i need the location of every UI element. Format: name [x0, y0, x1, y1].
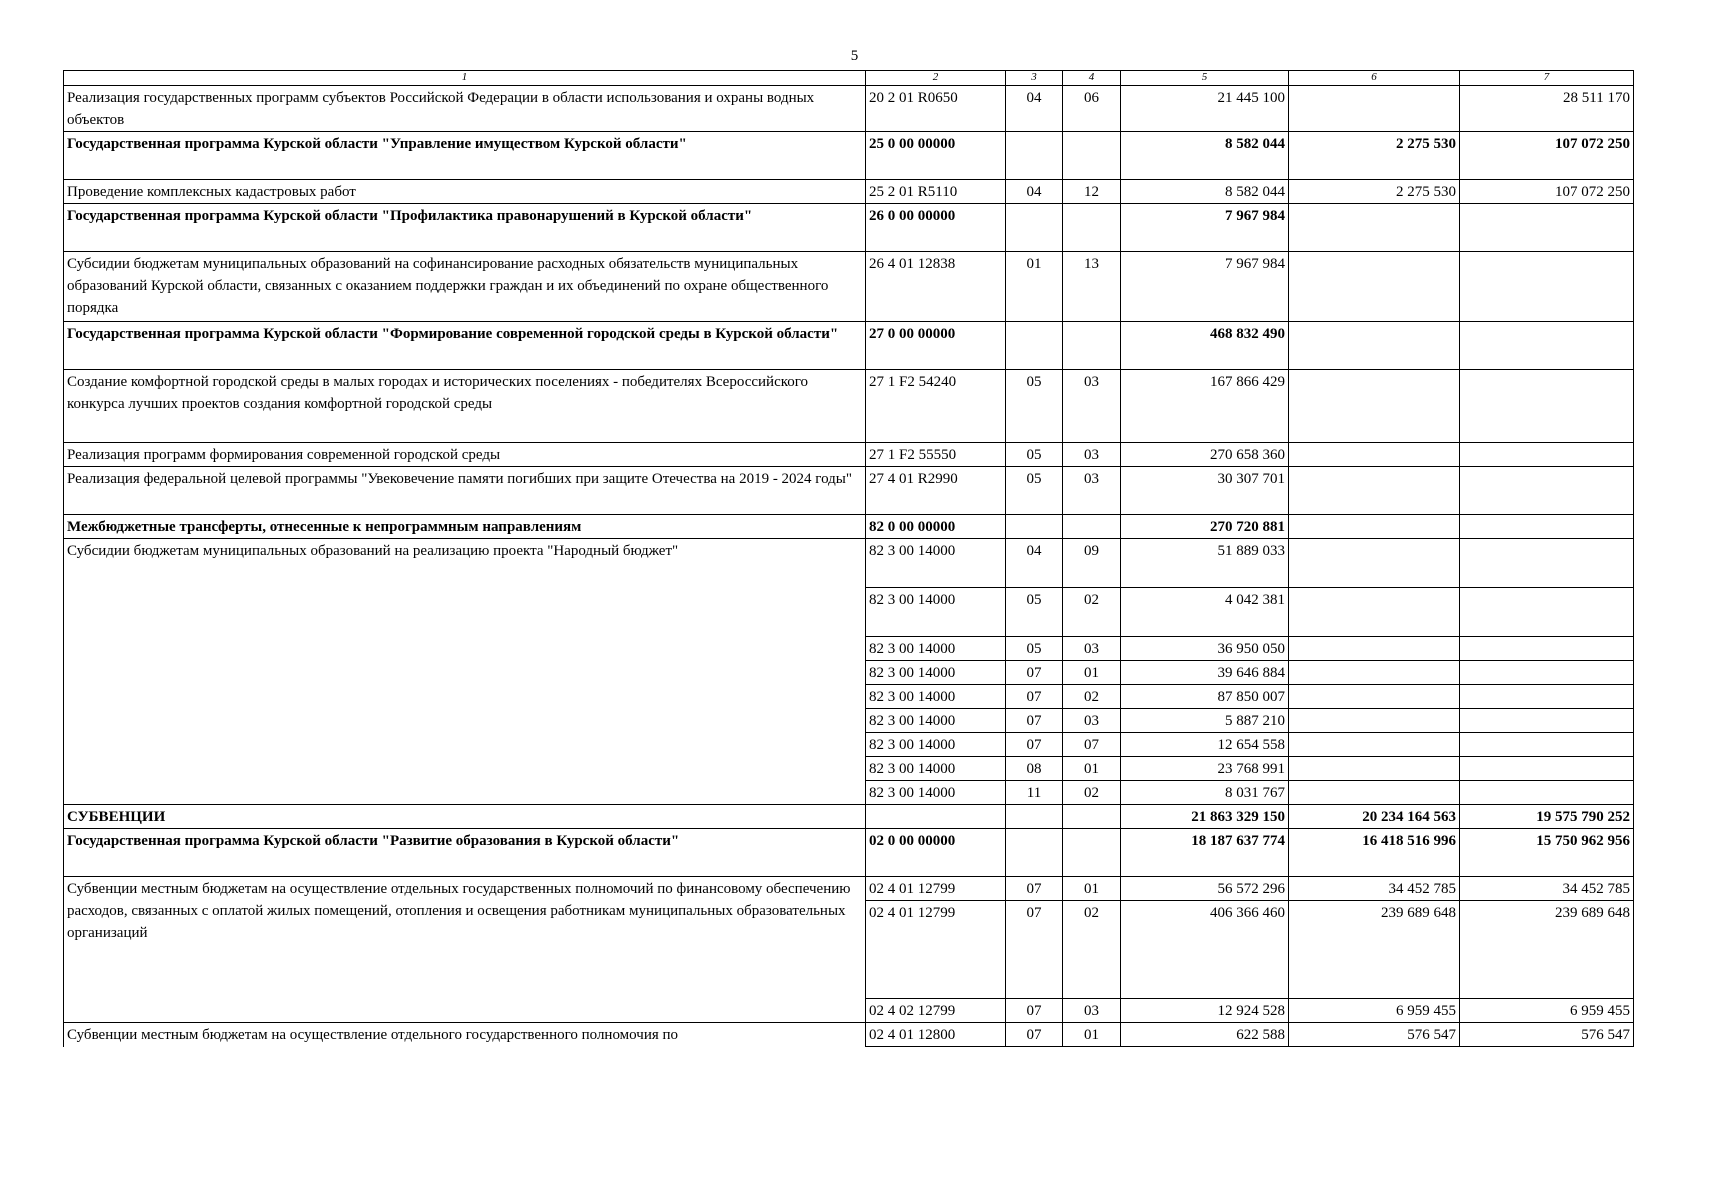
- row-amount-7: [1460, 588, 1634, 637]
- row-amount-5: 270 720 881: [1121, 515, 1289, 539]
- row-amount-6: 34 452 785: [1289, 877, 1460, 901]
- row-subsection: 01: [1063, 877, 1121, 901]
- row-code: 02 0 00 00000: [866, 829, 1006, 877]
- column-number: 2: [866, 71, 1006, 86]
- row-amount-6: 239 689 648: [1289, 901, 1460, 999]
- row-subsection: 01: [1063, 1023, 1121, 1047]
- row-amount-6: [1289, 539, 1460, 588]
- page-number: 5: [850, 48, 859, 64]
- row-description: Государственная программа Курской области "Формирование современной городской среды в Курской области": [64, 322, 866, 370]
- row-amount-7: 15 750 962 956: [1460, 829, 1634, 877]
- row-amount-5: 468 832 490: [1121, 322, 1289, 370]
- row-subsection: 01: [1063, 661, 1121, 685]
- row-amount-5: 39 646 884: [1121, 661, 1289, 685]
- column-number: 6: [1289, 71, 1460, 86]
- table-row: [64, 829, 1634, 877]
- row-section: 07: [1006, 1023, 1063, 1047]
- row-code: 02 4 01 12799: [866, 877, 1006, 901]
- row-subsection: [1063, 515, 1121, 539]
- row-amount-6: [1289, 685, 1460, 709]
- row-amount-5: 5 887 210: [1121, 709, 1289, 733]
- row-amount-6: [1289, 661, 1460, 685]
- table-row: [64, 877, 1634, 901]
- row-section: 08: [1006, 757, 1063, 781]
- row-amount-5: 56 572 296: [1121, 877, 1289, 901]
- row-description: Реализация федеральной целевой программы "Увековечение памяти погибших при защите Отечества на 2019 - 2024 годы": [64, 467, 866, 515]
- row-amount-6: [1289, 515, 1460, 539]
- column-number: 5: [1121, 71, 1289, 86]
- row-description: Межбюджетные трансферты, отнесенные к непрограммным направлениям: [64, 515, 866, 539]
- row-description: Государственная программа Курской области "Профилактика правонарушений в Курской области": [64, 204, 866, 252]
- row-amount-7: 576 547: [1460, 1023, 1634, 1047]
- table-row: [64, 515, 1634, 539]
- row-amount-6: [1289, 252, 1460, 322]
- row-amount-5: 167 866 429: [1121, 370, 1289, 443]
- row-amount-5: 21 445 100: [1121, 86, 1289, 132]
- row-amount-7: [1460, 709, 1634, 733]
- row-code: 25 0 00 00000: [866, 132, 1006, 180]
- column-number-header: [64, 71, 1634, 86]
- row-subsection: 09: [1063, 539, 1121, 588]
- row-subsection: [1063, 204, 1121, 252]
- row-amount-7: 239 689 648: [1460, 901, 1634, 999]
- row-amount-7: [1460, 370, 1634, 443]
- row-amount-7: 19 575 790 252: [1460, 805, 1634, 829]
- row-description: Субсидии бюджетам муниципальных образований на софинансирование расходных обязательств муниципальных образований Курской области, связанных с оказанием поддержки граждан и их объединений по охране общественного порядка: [64, 252, 866, 322]
- row-amount-5: 4 042 381: [1121, 588, 1289, 637]
- row-code: 82 3 00 14000: [866, 637, 1006, 661]
- row-amount-6: [1289, 204, 1460, 252]
- row-amount-7: [1460, 204, 1634, 252]
- row-code: 20 2 01 R0650: [866, 86, 1006, 132]
- row-amount-6: [1289, 370, 1460, 443]
- row-amount-5: 622 588: [1121, 1023, 1289, 1047]
- row-code: 02 4 01 12799: [866, 901, 1006, 999]
- row-amount-5: 7 967 984: [1121, 252, 1289, 322]
- row-amount-6: [1289, 709, 1460, 733]
- table-row: [64, 467, 1634, 515]
- row-section: [1006, 805, 1063, 829]
- row-amount-5: 36 950 050: [1121, 637, 1289, 661]
- table-row: [64, 132, 1634, 180]
- table-row: [64, 1023, 1634, 1047]
- row-subsection: 02: [1063, 901, 1121, 999]
- row-amount-6: 576 547: [1289, 1023, 1460, 1047]
- row-amount-7: [1460, 733, 1634, 757]
- row-section: 05: [1006, 370, 1063, 443]
- row-amount-7: [1460, 539, 1634, 588]
- row-amount-6: 6 959 455: [1289, 999, 1460, 1023]
- row-amount-5: 30 307 701: [1121, 467, 1289, 515]
- row-subsection: 03: [1063, 637, 1121, 661]
- row-subsection: 03: [1063, 370, 1121, 443]
- row-section: 07: [1006, 877, 1063, 901]
- row-amount-6: [1289, 86, 1460, 132]
- row-code: 82 3 00 14000: [866, 539, 1006, 588]
- row-amount-5: 21 863 329 150: [1121, 805, 1289, 829]
- row-amount-6: 2 275 530: [1289, 180, 1460, 204]
- table-row: [64, 539, 1634, 588]
- row-amount-6: [1289, 322, 1460, 370]
- table-row: [64, 805, 1634, 829]
- row-amount-6: [1289, 733, 1460, 757]
- row-amount-7: 107 072 250: [1460, 180, 1634, 204]
- row-section: 07: [1006, 709, 1063, 733]
- row-section: [1006, 132, 1063, 180]
- row-amount-7: [1460, 757, 1634, 781]
- row-section: 07: [1006, 685, 1063, 709]
- row-amount-7: 34 452 785: [1460, 877, 1634, 901]
- row-amount-5: 8 582 044: [1121, 132, 1289, 180]
- row-amount-6: [1289, 443, 1460, 467]
- row-section: 07: [1006, 999, 1063, 1023]
- row-amount-7: [1460, 322, 1634, 370]
- row-section: [1006, 204, 1063, 252]
- row-section: 07: [1006, 733, 1063, 757]
- row-section: [1006, 515, 1063, 539]
- row-subsection: 12: [1063, 180, 1121, 204]
- row-amount-7: 6 959 455: [1460, 999, 1634, 1023]
- budget-table: [63, 70, 1634, 1047]
- row-amount-5: 270 658 360: [1121, 443, 1289, 467]
- row-section: 04: [1006, 86, 1063, 132]
- row-amount-7: [1460, 467, 1634, 515]
- row-subsection: 03: [1063, 443, 1121, 467]
- row-code: 26 0 00 00000: [866, 204, 1006, 252]
- row-subsection: 02: [1063, 588, 1121, 637]
- row-amount-6: [1289, 467, 1460, 515]
- row-subsection: [1063, 322, 1121, 370]
- row-amount-5: 51 889 033: [1121, 539, 1289, 588]
- row-code: 27 0 00 00000: [866, 322, 1006, 370]
- table-row: [64, 180, 1634, 204]
- row-description: Государственная программа Курской области "Управление имуществом Курской области": [64, 132, 866, 180]
- row-subsection: 03: [1063, 709, 1121, 733]
- row-section: 05: [1006, 443, 1063, 467]
- row-amount-7: 28 511 170: [1460, 86, 1634, 132]
- row-section: [1006, 829, 1063, 877]
- row-subsection: 07: [1063, 733, 1121, 757]
- table-row: [64, 370, 1634, 443]
- row-code: 27 4 01 R2990: [866, 467, 1006, 515]
- row-code: 27 1 F2 55550: [866, 443, 1006, 467]
- row-section: 04: [1006, 539, 1063, 588]
- row-amount-7: [1460, 637, 1634, 661]
- column-number: 1: [64, 71, 866, 86]
- row-subsection: 03: [1063, 999, 1121, 1023]
- row-code: 82 3 00 14000: [866, 661, 1006, 685]
- row-amount-7: [1460, 252, 1634, 322]
- row-description: Государственная программа Курской области "Развитие образования в Курской области": [64, 829, 866, 877]
- row-code: 82 3 00 14000: [866, 588, 1006, 637]
- row-subsection: [1063, 132, 1121, 180]
- row-amount-5: 18 187 637 774: [1121, 829, 1289, 877]
- row-amount-6: [1289, 588, 1460, 637]
- row-amount-5: 8 582 044: [1121, 180, 1289, 204]
- row-section: [1006, 322, 1063, 370]
- row-code: 82 3 00 14000: [866, 709, 1006, 733]
- row-code: 82 0 00 00000: [866, 515, 1006, 539]
- row-amount-5: 87 850 007: [1121, 685, 1289, 709]
- row-amount-6: 2 275 530: [1289, 132, 1460, 180]
- row-amount-7: 107 072 250: [1460, 132, 1634, 180]
- row-description: Проведение комплексных кадастровых работ: [64, 180, 866, 204]
- row-amount-7: [1460, 685, 1634, 709]
- row-description: Реализация программ формирования современной городской среды: [64, 443, 866, 467]
- row-code: 26 4 01 12838: [866, 252, 1006, 322]
- row-section: 11: [1006, 781, 1063, 805]
- column-number: 4: [1063, 71, 1121, 86]
- row-amount-6: 16 418 516 996: [1289, 829, 1460, 877]
- row-subsection: 01: [1063, 757, 1121, 781]
- row-amount-5: 12 924 528: [1121, 999, 1289, 1023]
- row-subsection: [1063, 829, 1121, 877]
- row-code: 27 1 F2 54240: [866, 370, 1006, 443]
- row-section: 01: [1006, 252, 1063, 322]
- table-row: [64, 322, 1634, 370]
- column-number: 7: [1460, 71, 1634, 86]
- row-amount-7: [1460, 443, 1634, 467]
- row-amount-5: 8 031 767: [1121, 781, 1289, 805]
- table-row: [64, 86, 1634, 132]
- row-subsection: 02: [1063, 685, 1121, 709]
- column-number: 3: [1006, 71, 1063, 86]
- row-code: 82 3 00 14000: [866, 757, 1006, 781]
- row-section: 07: [1006, 901, 1063, 999]
- row-code: 25 2 01 R5110: [866, 180, 1006, 204]
- row-subsection: [1063, 805, 1121, 829]
- row-description: Субсидии бюджетам муниципальных образований на реализацию проекта "Народный бюджет": [64, 539, 866, 805]
- row-description: Создание комфортной городской среды в малых городах и исторических поселениях - победителях Всероссийского конкурса лучших проектов создания комфортной городской среды: [64, 370, 866, 443]
- row-section: 05: [1006, 637, 1063, 661]
- row-code: 02 4 02 12799: [866, 999, 1006, 1023]
- row-amount-6: [1289, 757, 1460, 781]
- row-description: Реализация государственных программ субъектов Российской Федерации в области использования и охраны водных объектов: [64, 86, 866, 132]
- table-row: [64, 252, 1634, 322]
- row-amount-7: [1460, 781, 1634, 805]
- row-amount-5: 406 366 460: [1121, 901, 1289, 999]
- table-row: [64, 204, 1634, 252]
- row-amount-5: 7 967 984: [1121, 204, 1289, 252]
- row-code: 02 4 01 12800: [866, 1023, 1006, 1047]
- row-amount-7: [1460, 515, 1634, 539]
- row-subsection: 13: [1063, 252, 1121, 322]
- row-description: Субвенции местным бюджетам на осуществление отдельного государственного полномочия по: [64, 1023, 866, 1047]
- row-code: 82 3 00 14000: [866, 733, 1006, 757]
- row-subsection: 02: [1063, 781, 1121, 805]
- row-amount-6: 20 234 164 563: [1289, 805, 1460, 829]
- row-section: 05: [1006, 467, 1063, 515]
- row-code: 82 3 00 14000: [866, 685, 1006, 709]
- row-section: 04: [1006, 180, 1063, 204]
- row-code: [866, 805, 1006, 829]
- row-amount-5: 23 768 991: [1121, 757, 1289, 781]
- row-description: СУБВЕНЦИИ: [64, 805, 866, 829]
- row-subsection: 03: [1063, 467, 1121, 515]
- row-code: 82 3 00 14000: [866, 781, 1006, 805]
- row-description: Субвенции местным бюджетам на осуществление отдельных государственных полномочий по финансовому обеспечению расходов, связанных с оплатой жилых помещений, отопления и освещения работникам муниципальных образовательных организаций: [64, 877, 866, 1023]
- row-section: 07: [1006, 661, 1063, 685]
- row-amount-5: 12 654 558: [1121, 733, 1289, 757]
- row-subsection: 06: [1063, 86, 1121, 132]
- row-amount-7: [1460, 661, 1634, 685]
- row-amount-6: [1289, 637, 1460, 661]
- row-section: 05: [1006, 588, 1063, 637]
- row-amount-6: [1289, 781, 1460, 805]
- table-row: [64, 443, 1634, 467]
